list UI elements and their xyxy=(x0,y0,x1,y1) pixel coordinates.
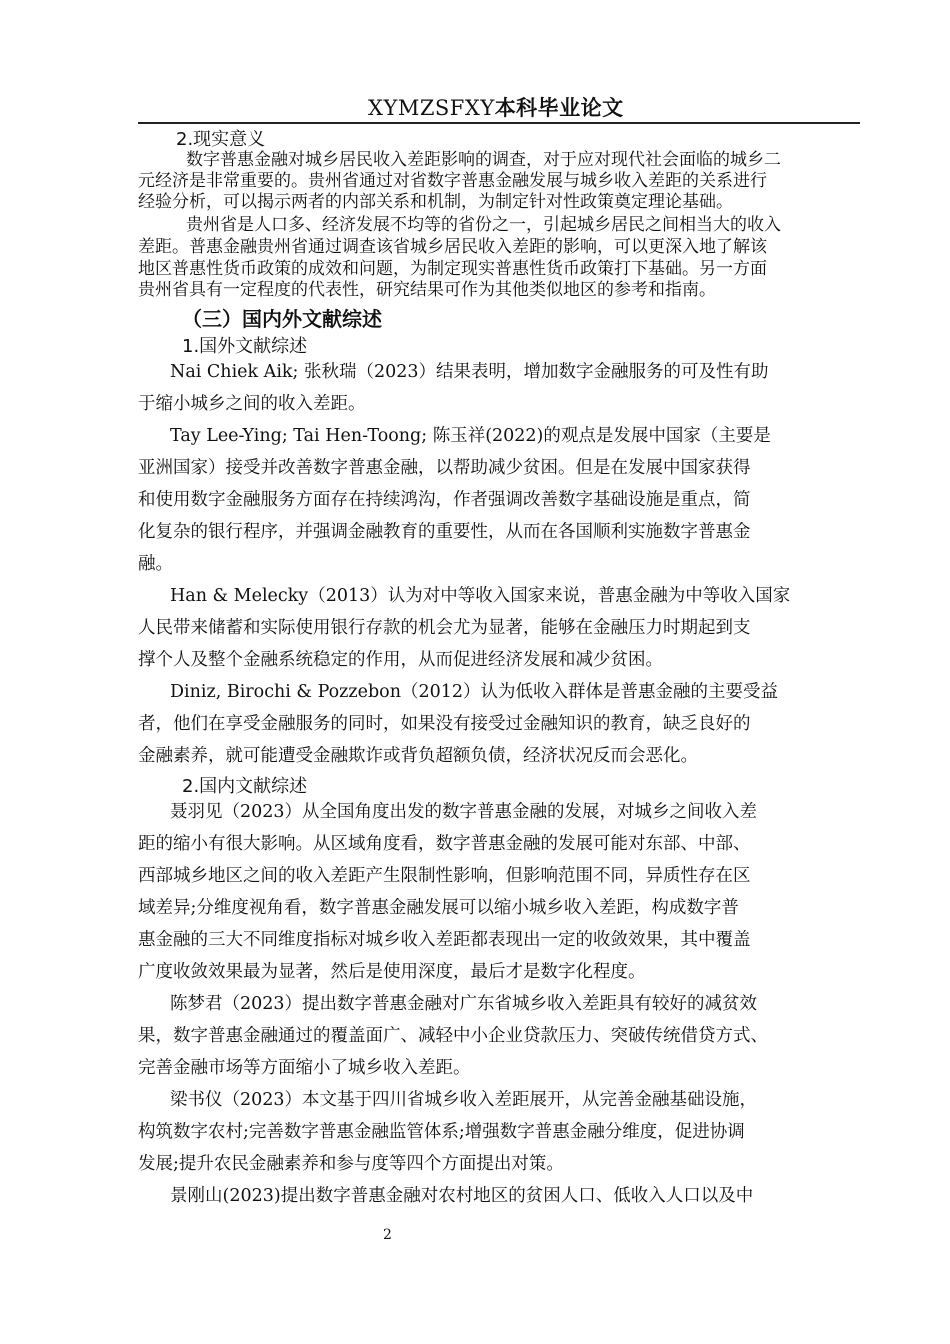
paragraph-line: 梁书仪（2023）本文基于四川省城乡收入差距展开，从完善金融基础设施， xyxy=(170,1090,758,1110)
paragraph-line: 者，他们在享受金融服务的同时，如果没有接受过金融知识的教育，缺乏良好的 xyxy=(138,714,751,734)
paragraph-line: Nai Chiek Aik; 张秋瑞（2023）结果表明，增加数字金融服务的可及性有助 xyxy=(170,362,769,382)
paragraph-line: 于缩小城乡之间的收入差距。 xyxy=(138,394,366,414)
paragraph-line: 经验分析，可以揭示两者的内部关系和机制，为制定针对性政策奠定理论基础。 xyxy=(138,192,733,212)
paragraph-line: 域差异;分维度视角看，数字普惠金融发展可以缩小城乡收入差距，构成数字普 xyxy=(138,898,739,918)
paragraph-line: 广度收敛效果最为显著，然后是使用深度，最后才是数字化程度。 xyxy=(138,962,646,982)
paragraph-line: 化复杂的银行程序，并强调金融教育的重要性，从而在各国顺利实施数字普惠金 xyxy=(138,522,751,542)
paragraph-line: 景刚山(2023)提出数字普惠金融对农村地区的贫困人口、低收入人口以及中 xyxy=(170,1186,754,1206)
paragraph-line: 和使用数字金融服务方面存在持续鸿沟，作者强调改善数字基础设施是重点，简 xyxy=(138,490,751,510)
heading-realistic-significance: 2.现实意义 xyxy=(176,129,266,150)
paragraph-line: 西部城乡地区之间的收入差距产生限制性影响，但影响范围不同，异质性存在区 xyxy=(138,866,751,886)
paragraph-line: 发展;提升农民金融素养和参与度等四个方面提出对策。 xyxy=(138,1154,564,1174)
paragraph-line: 地区普惠性货币政策的成效和问题，为制定现实普惠性货币政策打下基础。另一方面 xyxy=(138,259,767,279)
paragraph-line: 聂羽见（2023）从全国角度出发的数字普惠金融的发展，对城乡之间收入差 xyxy=(170,802,758,822)
header-thesis-label: 本科毕业论文 xyxy=(494,96,624,120)
page-number: 2 xyxy=(383,1227,392,1243)
paragraph-line: 元经济是非常重要的。贵州省通过对省数字普惠金融发展与城乡收入差距的关系进行 xyxy=(138,171,767,191)
paragraph-line: Diniz, Birochi & Pozzebon（2012）认为低收入群体是普惠金融的主要受益 xyxy=(170,682,779,702)
paragraph-line: Han & Melecky（2013）认为对中等收入国家来说，普惠金融为中等收入国家 xyxy=(170,586,791,606)
paragraph-line: 陈梦君（2023）提出数字普惠金融对广东省城乡收入差距具有较好的减贫效 xyxy=(170,994,758,1014)
paragraph-line: 贵州省具有一定程度的代表性，研究结果可作为其他类似地区的参考和指南。 xyxy=(138,280,716,300)
paragraph-line: 惠金融的三大不同维度指标对城乡收入差距都表现出一定的收敛效果，其中覆盖 xyxy=(138,930,751,950)
paragraph-line: 完善金融市场等方面缩小了城乡收入差距。 xyxy=(138,1058,471,1078)
paragraph-line: 金融素养，就可能遭受金融欺诈或背负超额负债，经济状况反而会恶化。 xyxy=(138,746,698,766)
heading-literature-review: （三）国内外文献综述 xyxy=(182,307,382,331)
header-code: XYMZSFXY xyxy=(368,96,495,120)
paragraph-line: 差距。普惠金融贵州省通过调查该省城乡居民收入差距的影响，可以更深入地了解该 xyxy=(138,237,767,257)
heading-domestic-literature: 2.国内文献综述 xyxy=(182,776,308,797)
page-header xyxy=(138,92,860,124)
header-title xyxy=(368,92,624,122)
paragraph-line: 数字普惠金融对城乡居民收入差距影响的调查，对于应对现代社会面临的城乡二 xyxy=(186,150,781,170)
paragraph-line: 贵州省是人口多、经济发展不均等的省份之一，引起城乡居民之间相当大的收入 xyxy=(186,215,781,235)
paragraph-line: 亚洲国家）接受并改善数字普惠金融，以帮助减少贫困。但是在发展中国家获得 xyxy=(138,458,751,478)
paragraph-line: 构筑数字农村;完善数字普惠金融监管体系;增强数字普惠金融分维度，促进协调 xyxy=(138,1122,745,1142)
heading-foreign-literature: 1.国外文献综述 xyxy=(182,336,308,357)
paragraph-line: 距的缩小有很大影响。从区域角度看，数字普惠金融的发展可能对东部、中部、 xyxy=(138,834,751,854)
paragraph-line: 撑个人及整个金融系统稳定的作用，从而促进经济发展和减少贫困。 xyxy=(138,650,663,670)
paragraph-line: 果，数字普惠金融通过的覆盖面广、减轻中小企业贷款压力、突破传统借贷方式、 xyxy=(138,1026,768,1046)
paragraph-line: 人民带来储蓄和实际使用银行存款的机会尤为显著，能够在金融压力时期起到支 xyxy=(138,618,751,638)
paragraph-line: 融。 xyxy=(138,554,173,574)
paragraph-line: Tay Lee-Ying; Tai Hen-Toong; 陈玉祥(2022)的观点是发展中国家（主要是 xyxy=(170,426,771,446)
